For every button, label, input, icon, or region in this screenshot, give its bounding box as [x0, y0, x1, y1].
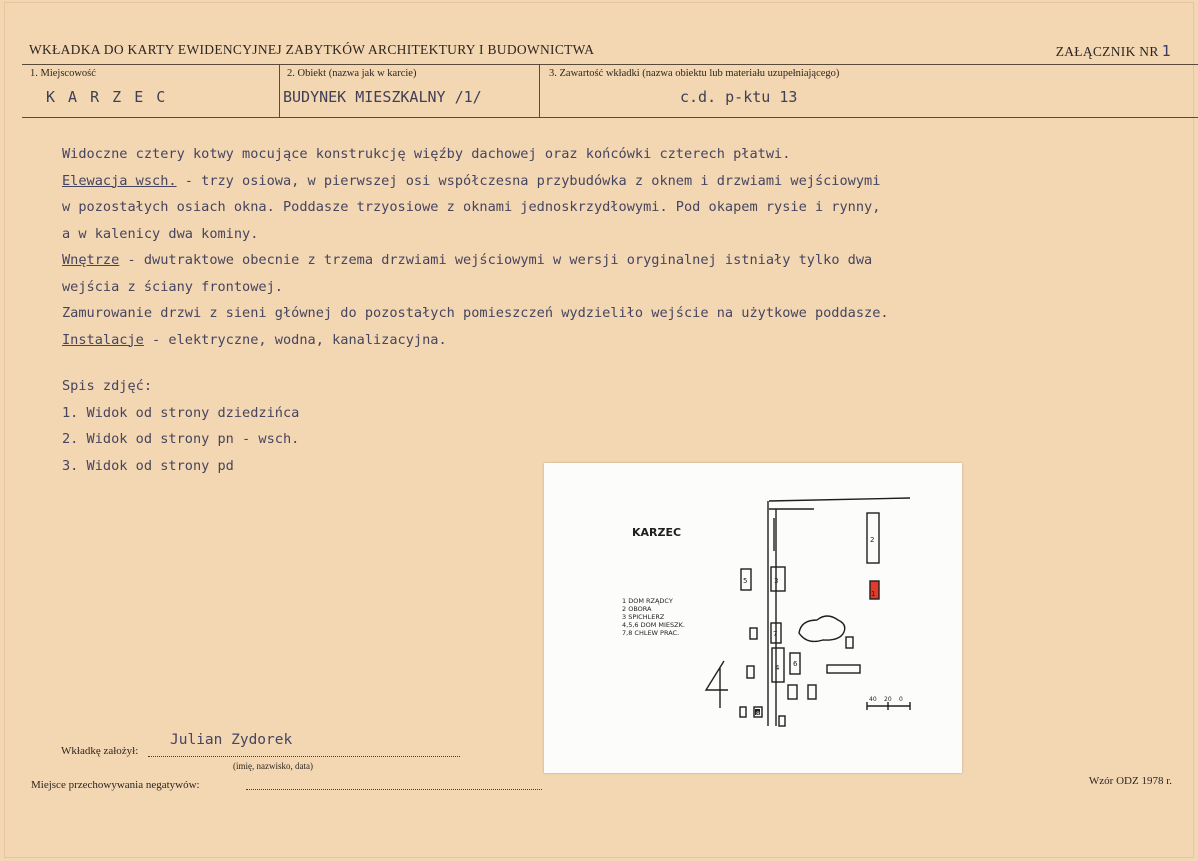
annex-number: 1 — [1161, 42, 1171, 60]
inserted-by-value: Julian Zydorek — [170, 732, 293, 748]
text-fragment: - trzy osiowa, w pierwszej osi współczesna przybudówka z oknem i drzwiami wejściowymi — [176, 172, 881, 189]
site-plan-drawing — [544, 463, 962, 773]
plan-title: KARZEC — [632, 526, 682, 539]
text-line: Widoczne cztery kotwy mocujące konstrukcję więźby dachowej oraz końcówki czterech płatwi. — [62, 146, 791, 162]
inserted-by-label: Wkładkę założył: — [61, 745, 139, 757]
negatives-label: Miejsce przechowywania negatywów: — [31, 779, 200, 791]
scale-label: 0 — [899, 696, 903, 703]
annex-label-text: ZAŁĄCZNIK NR — [1055, 44, 1159, 59]
small-building — [740, 707, 746, 717]
site-plan-photo — [544, 463, 962, 773]
text-line — [62, 173, 889, 200]
photo-list-item: 2. Widok od strony pn - wsch. — [62, 431, 300, 447]
building-number: 1 — [871, 590, 876, 598]
small-building — [808, 685, 816, 699]
building-number: 7 — [773, 630, 778, 638]
locality-label: 1. Miejscowość — [30, 68, 96, 79]
section-label-interior: Wnętrze — [62, 252, 120, 268]
scale-label: 40 — [869, 696, 877, 703]
building-number: 4 — [775, 664, 780, 672]
fields-top-rule — [22, 64, 1198, 65]
small-building — [747, 666, 754, 678]
north-arrow — [706, 661, 728, 708]
small-building — [750, 628, 757, 639]
form-version: Wzór ODZ 1978 r. — [1088, 775, 1172, 787]
text-line: w pozostałych osiach okna. Poddasze trzyosiowe z oknami jednoskrzydłowymi. Pod okapem rysie i rynny, — [62, 199, 881, 215]
text-fragment: - dwutraktowe obecnie z trzema drzwiami wejściowymi w wersji oryginalnej istniały tylko dwa — [119, 252, 873, 268]
description-text — [62, 146, 889, 484]
object-value: BUDYNEK MIESZKALNY /1/ — [283, 88, 482, 106]
text-line: a w kalenicy dwa kominy. — [62, 225, 259, 242]
form-title: WKŁADKA DO KARTY EWIDENCYJNEJ ZABYTKÓW ARCHITEKTURY I BUDOWNICTWA — [29, 42, 595, 57]
annex-label — [1056, 42, 1171, 60]
road-line — [769, 498, 910, 501]
plan-legend-item: 2 OBORA — [622, 605, 652, 613]
plan-legend-item: 4,5,6 DOM MIESZK. — [622, 621, 685, 629]
object-label: 2. Obiekt (nazwa jak w karcie) — [287, 68, 417, 79]
text-line — [62, 252, 889, 279]
photo-list-item: 3. Widok od strony pd — [62, 457, 234, 474]
small-building — [779, 716, 785, 726]
inserted-by-caption: (imię, nazwisko, data) — [233, 761, 313, 771]
plan-legend-item: 1 DOM RZĄDCY — [622, 597, 673, 605]
negatives-line — [246, 789, 542, 790]
content-label: 3. Zawartość wkładki (nazwa obiektu lub materiału uzupełniającego) — [549, 68, 840, 79]
small-building — [846, 637, 853, 648]
photo-list-item: 1. Widok od strony dziedzińca — [62, 404, 300, 421]
text-line — [62, 332, 889, 359]
building-number: 6 — [793, 660, 798, 668]
barn-outline — [827, 665, 860, 673]
pond-outline — [799, 616, 845, 641]
section-label-installations: Instalacje — [62, 331, 144, 348]
building-number: 3 — [774, 577, 779, 585]
locality-value: K A R Z E C — [46, 88, 168, 106]
photos-heading: Spis zdjęć: — [62, 378, 153, 394]
text-line: wejścia z ściany frontowej. — [62, 278, 283, 295]
building-number: 8 — [756, 711, 760, 718]
building-number: 5 — [743, 577, 748, 585]
building-number: 2 — [870, 536, 875, 544]
field-divider-2 — [539, 64, 540, 117]
plan-legend-item: 7,8 CHLEW PRAC. — [622, 629, 680, 637]
text-line: Zamurowanie drzwi z sieni głównej do pozostałych pomieszczeń wydzieliło wejście na użytkowe poddasze. — [62, 305, 889, 321]
field-divider-1 — [279, 64, 280, 117]
section-label-elevation: Elewacja wsch. — [62, 172, 177, 189]
fields-bottom-rule — [22, 117, 1198, 118]
small-building — [788, 685, 797, 699]
text-fragment: - elektryczne, wodna, kanalizacyjna. — [143, 331, 447, 348]
inserted-by-line — [148, 756, 460, 757]
plan-legend-item: 3 SPICHLERZ — [622, 613, 665, 621]
content-value: c.d. p-ktu 13 — [680, 88, 798, 106]
scale-label: 20 — [884, 696, 892, 703]
